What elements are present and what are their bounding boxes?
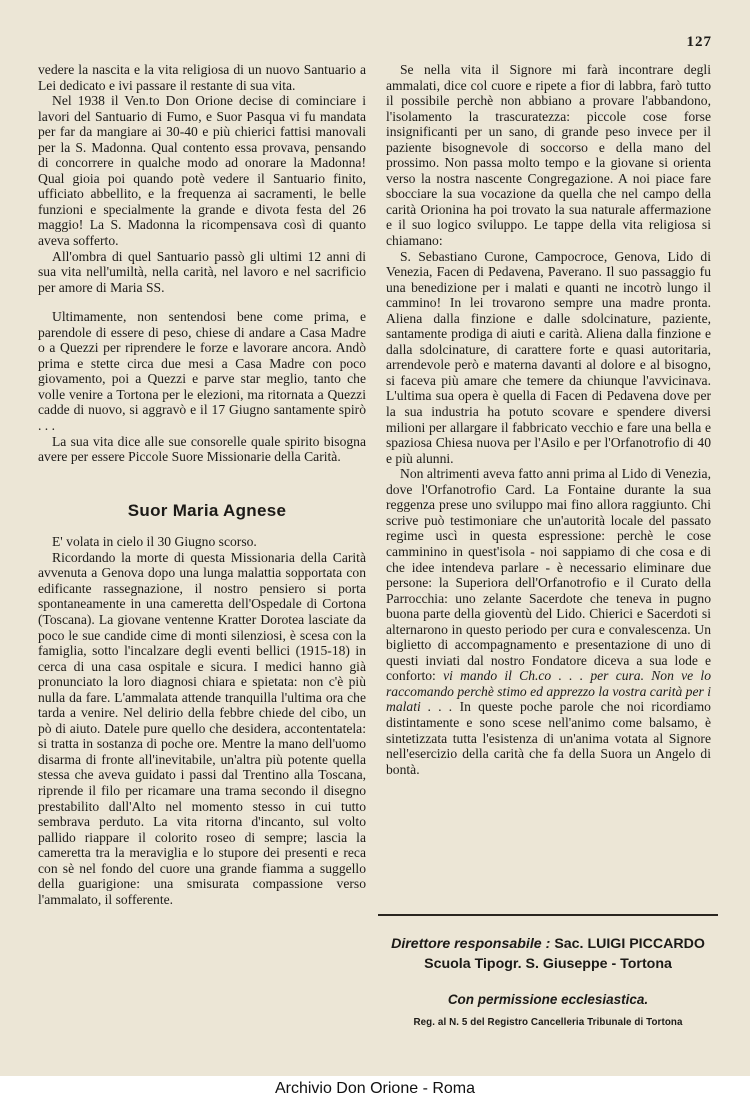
paragraph: S. Sebastiano Curone, Campocroce, Genova, Lido di Venezia, Facen di Pedavena, Paverano. Il suo passaggio fu una benedizione per i malati e quanti ne incotrò lungo il cammino! In lei trovarono sempre una madre pronta. Aliena dalla finzione e dalle sdolcinature, paziente, santamente prodiga di aiuti e carità. Aliena dalla finzione e dalla sdolcinature, di carattere forte e quasi autoritaria, arrendevole però e materna davanti al dolore e al bisogno, si faceva più amare che temere da chiunque l'avvicinava. L'ultima sua opera è quella di Facen di Pedavena dove per la sua industria ha potuto scovare e spendere diversi milioni per allargare il fabbricato vecchio e fare una bella e spaziosa Chiesa nuova per l'Asilo e per l'Orfanotrofio di 40 e più alunni.	[386, 248, 711, 466]
paragraph-text: In queste poche parole che noi ricordiamo distintamente e sono scese nell'animo come balsamo, è sintetizzata tutta l'esistenza di un'anima votata al Signore nell'esercizio della carità che fa della Suora un Angelo di bontà.	[386, 699, 711, 777]
paragraph: All'ombra di quel Santuario passò gli ultimi 12 anni di sua vita nell'umiltà, nella carità, nel lavoro e nel sacrificio per amore di Maria SS.	[38, 248, 366, 295]
footer-block	[378, 914, 718, 1028]
director-label: Direttore responsabile :	[391, 936, 551, 952]
director-name: Sac. LUIGI PICCARDO	[554, 936, 705, 952]
left-column	[38, 62, 366, 907]
paragraph: La sua vita dice alle sue consorelle quale spirito bisogna avere per essere Piccole Suore Missionarie della Carità.	[38, 433, 366, 465]
paragraph: Ultimamente, non sentendosi bene come prima, e parendole di essere di peso, chiese di andare a Casa Madre o a Quezzi per riprendere le forze e lavorare ancora. Andò prima e stette circa due mesi a Casa Madre con poco giovamento, poi a Quezzi e parve star meglio, tanto che volle venire a Tortona per le elezioni, ma ritornata a Quezzi cadde di nuovo, si aggravò e il 17 Giugno santamente spirò . . .	[38, 309, 366, 434]
paragraph-text: Non altrimenti aveva fatto anni prima al Lido di Venezia, dove l'Orfanotrofio Card. La Fontaine durante la sua reggenza prese uno sviluppo mai fino allora raggiunto. Chi scrive può testimoniare che un'autorità locale del passato regime uscì in questa espressione: perchè le cose camminino in quest'isola - noi sappiamo di che cosa e di che idee intendeva parlare - è necessario eliminare due persone: la Superiora dell'Orfanotrofio e il Curato della Parrocchia: uno zelante Sacerdote che teneva in pugno buona parte della gioventù del Lido. Chierici e Sacerdoti si alternarono in questo periodo per cura e convalescenza. Un biglietto di accompagnamento e presentazione di uno di questi inviati dal nostro Fondatore diceva a sua lode e conforto:	[386, 466, 711, 684]
italic-quote: vi mando il Ch.co . . . per cura. Non ve lo raccomando perchè stimo ed apprezzo la vostra carità per i malati . . .	[386, 668, 711, 715]
paragraph: Ricordando la morte di questa Missionaria della Carità avvenuta a Genova dopo una lunga malattia sopportata con edificante rassegnazione, il nostro pensiero si porta spontaneamente in una cameretta dell'Ospedale di Cortona (Toscana). La giovane ventenne Kratter Dorotea lasciate da poco le sue candide cime di monti silenziosi, è scesa con la famiglia, sotto l'incalzare degli eventi bellici (1915-18) in cerca di una casa ospitale e sicura. I medici hanno già pronunciato la loro diagnosi chiara e spietata: non c'è più nulla da fare. L'ammalata attende tranquilla l'ultima ora che tarda a venire. Nel delirio della febbre chiede del cibo, un pò di aiuto. Datele pure quello che desidera, accontentatela: si tratta in sostanza di poche ore. Mentre la mano dell'uomo disarma di fronte all'inevitabile, un'altra più potente quella stessa che aveva guidato i passi dal Trentino alla Toscana, riprende il filo per ricamare una trama secondo il disegno prestabilito dall'Alto nel momento stesso in cui tutto sembrava perduto. La vita ritorna d'incanto, sul volto pallido riappare il colorito roseo di sempre; lascia la cameretta tra la meraviglia e lo stupore dei presenti e reca con sè nel fondo del cuore una grande fiamma a suggello della guarigione: una smisurata compassione verso l'ammalato, il sofferente.	[38, 549, 366, 907]
divider	[378, 914, 718, 916]
page-number: 127	[686, 34, 712, 50]
section-title: Suor Maria Agnese	[127, 500, 287, 520]
archive-caption: Archivio Don Orione - Roma	[0, 1076, 750, 1102]
paragraph: vedere la nascita e la vita religiosa di un nuovo Santuario a Lei dedicato e ivi passare il restante di sua vita.	[38, 62, 366, 93]
paragraph: Nel 1938 il Ven.to Don Orione decise di cominciare i lavori del Santuario di Fumo, e Suor Pasqua vi fu mandata per far da mangiare ai 30-40 e più chierici fattisi manovali per la S. Madonna. Qual contento essa provava, pensando di concorrere in qualche modo ad onorare la Madonna! Qual gioia poi quando potè vedere il Santuario finito, ufficiato abbellito, e la frequenza ai sacramenti, le belle funzioni e specialmente la grande e divota festa del 26 maggio! La S. Madonna la ricompensava così di quanto aveva sofferto.	[38, 93, 366, 249]
paragraph: E' volata in cielo il 30 Giugno scorso.	[52, 534, 257, 550]
right-column	[386, 62, 711, 777]
paragraph: Se nella vita il Signore mi farà incontrare degli ammalati, dice col cuore e ripete a fior di labbra, farò tutto il possibile perchè non abbiano a provare l'abbandono, l'isolamento la trascuratezza: piccole cose forse insignificanti per un sano, di grande peso invece per il paziente bisognevole di soccorso e della mano del prossimo. Non passa molto tempo e la giovane si orienta verso la nostra nascente Congregazione. A noi piace fare sbocciare la sua vocazione da quella che nel campo della carità Orionina ha poi trovato la sua naturale affermazione e il suo logico sviluppo. Le tappe della vita religiosa si chiamano:	[386, 62, 711, 249]
printer-line: Scuola Tipogr. S. Giuseppe - Tortona	[424, 956, 672, 972]
director-line	[378, 934, 718, 954]
ecclesiastical-permission: Con permissione ecclesiastica.	[447, 992, 649, 1007]
registry-line: Reg. al N. 5 del Registro Cancelleria Tribunale di Tortona	[413, 1017, 683, 1028]
paragraph	[386, 466, 711, 777]
